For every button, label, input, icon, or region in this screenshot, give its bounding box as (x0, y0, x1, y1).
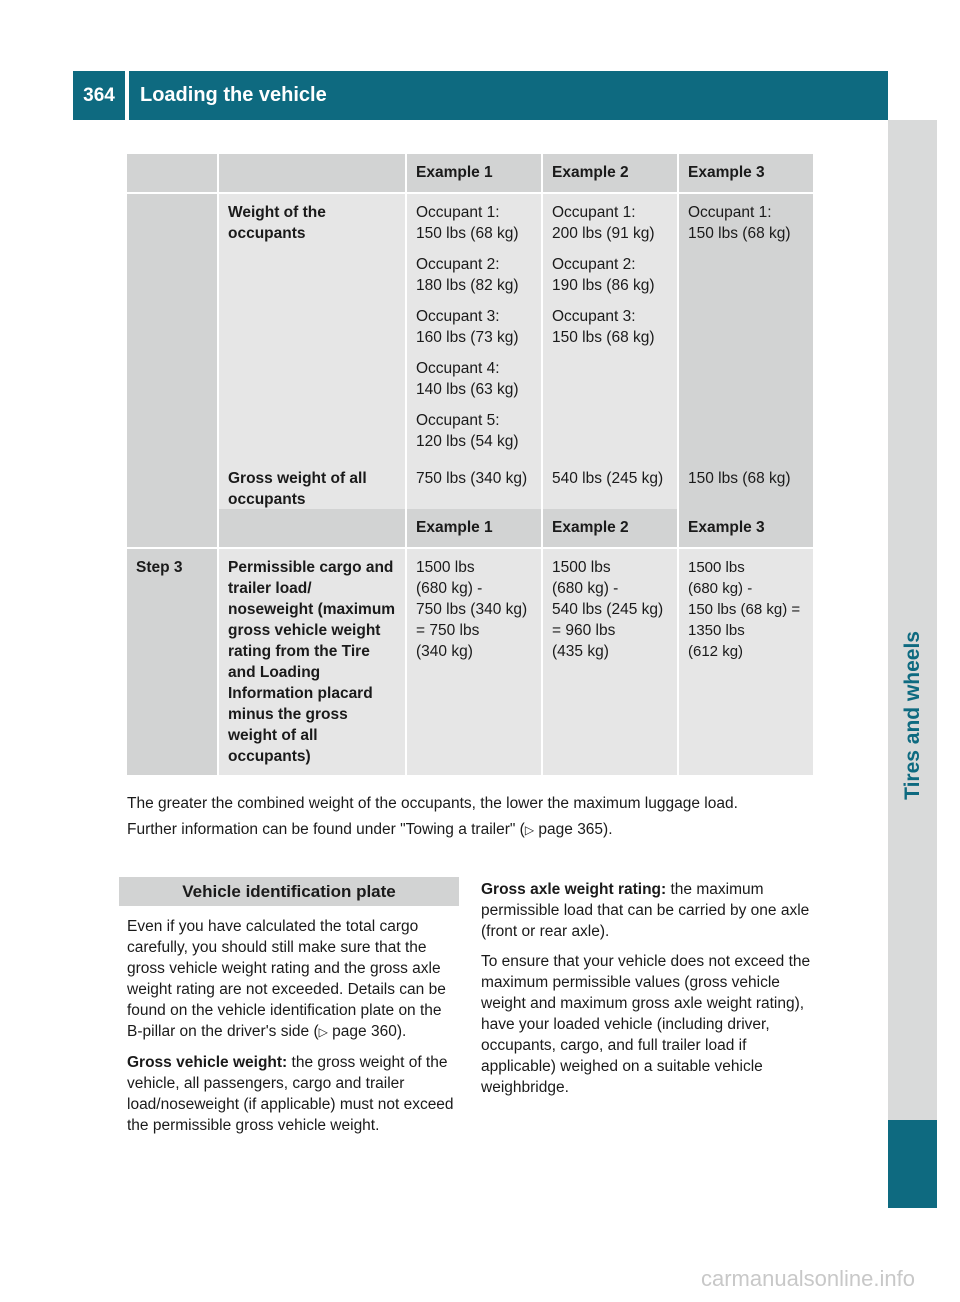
left-column (119, 877, 459, 1145)
occupant-entry: Occupant 2: 190 lbs (86 kg) (552, 256, 655, 294)
right-column (481, 879, 811, 1107)
occupant-entry: Occupant 5: 120 lbs (54 kg) (416, 412, 519, 450)
example-3-cell: 150 lbs (68 kg) (677, 460, 813, 518)
header-example-1: Example 1 (405, 154, 541, 192)
page-ref-arrow-icon: ▷ (524, 823, 535, 837)
paragraph: Gross axle weight rating: the maximum permissible load that can be carried by one axle (front or rear axle). (481, 881, 810, 940)
chapter-marker-block (888, 1120, 937, 1208)
paragraph: Even if you have calculated the total cargo carefully, you should still make sure that the gross vehicle weight rating and the gross axle weight rating are not exceeded. Details can be found on the vehicle identification plate on the B-pillar on the driver's side (▷ page 360). (127, 918, 446, 1040)
page-number: 364 (73, 71, 125, 120)
header-example-3: Example 3 (677, 509, 813, 547)
example-2-cell (541, 192, 677, 460)
occupant-entry: Occupant 1: 150 lbs (68 kg) (416, 204, 519, 242)
page-title: Loading the vehicle (129, 71, 888, 120)
example-1-cell: 750 lbs (340 kg) (405, 460, 541, 518)
header-cell (127, 509, 217, 547)
header-cell (127, 154, 217, 192)
occupant-entry: Occupant 3: 150 lbs (68 kg) (552, 308, 655, 346)
empty-step-cell (127, 192, 217, 518)
watermark: carmanualsonline.info (700, 1266, 915, 1291)
occupant-weight-table (127, 154, 813, 518)
example-1-cell: 1500 lbs (680 kg) - 750 lbs (340 kg) = 750 lbs (340 kg) (405, 547, 541, 775)
header-cell (217, 509, 405, 547)
paragraph: Gross vehicle weight: the gross weight of the vehicle, all passengers, cargo and trailer load/noseweight (if applicable) must not exceed the permissible gross vehicle weight. (127, 1054, 454, 1134)
note-paragraph (127, 819, 827, 841)
example-2-cell: 540 lbs (245 kg) (541, 460, 677, 518)
section-heading: Vehicle identification plate (119, 877, 459, 906)
table-header-row (127, 509, 813, 547)
row-label: Permissible cargo and trailer load/ noseweight (maximum gross vehicle weight rating from the Tire and Loading Information placard minus the gross weight of all occupants) (217, 547, 405, 775)
occupant-entry: Occupant 2: 180 lbs (82 kg) (416, 256, 519, 294)
occupant-entry: Occupant 1: 150 lbs (68 kg) (688, 204, 791, 242)
term: Gross vehicle weight: (127, 1054, 288, 1071)
chapter-side-tab (888, 120, 937, 1208)
header-example-2: Example 2 (541, 509, 677, 547)
occupant-entry: Occupant 1: 200 lbs (91 kg) (552, 204, 655, 242)
row-label: Weight of the occupants (217, 192, 405, 460)
table-row (127, 192, 813, 460)
example-3-cell (677, 192, 813, 460)
note-paragraph: The greater the combined weight of the occupants, the lower the maximum luggage load. (127, 795, 738, 812)
occupant-entry: Occupant 4: 140 lbs (63 kg) (416, 360, 519, 398)
note-text: Further information can be found under "Towing a trailer" ( (127, 821, 525, 838)
cargo-load-table (127, 509, 813, 775)
example-2-cell: 1500 lbs (680 kg) - 540 lbs (245 kg) = 960 lbs (435 kg) (541, 547, 677, 775)
table-row (127, 547, 813, 775)
header-cell (217, 154, 405, 192)
note-text: page 365). (534, 821, 613, 838)
page-ref-arrow-icon: ▷ (318, 1025, 328, 1039)
table-header-row (127, 154, 813, 192)
chapter-label: Tires and wheels (900, 631, 924, 800)
paragraph: To ensure that your vehicle does not exceed the maximum permissible values (gross vehicle weight and maximum gross axle weight rating), have your loaded vehicle (including driver, occupants, cargo, and full trailer load if applicable) weighed on a suitable vehicle weighbridge. (481, 953, 811, 1096)
occupant-entry: Occupant 3: 160 lbs (73 kg) (416, 308, 519, 346)
example-3-cell: 1500 lbs (680 kg) - 150 lbs (68 kg) = 1350 lbs (612 kg) (677, 547, 813, 775)
row-label: Gross weight of all occupants (217, 460, 405, 518)
term: Gross axle weight rating: (481, 881, 667, 898)
header-example-1: Example 1 (405, 509, 541, 547)
header-example-3: Example 3 (677, 154, 813, 192)
example-1-cell (405, 192, 541, 460)
step-label: Step 3 (127, 547, 217, 775)
header-example-2: Example 2 (541, 154, 677, 192)
